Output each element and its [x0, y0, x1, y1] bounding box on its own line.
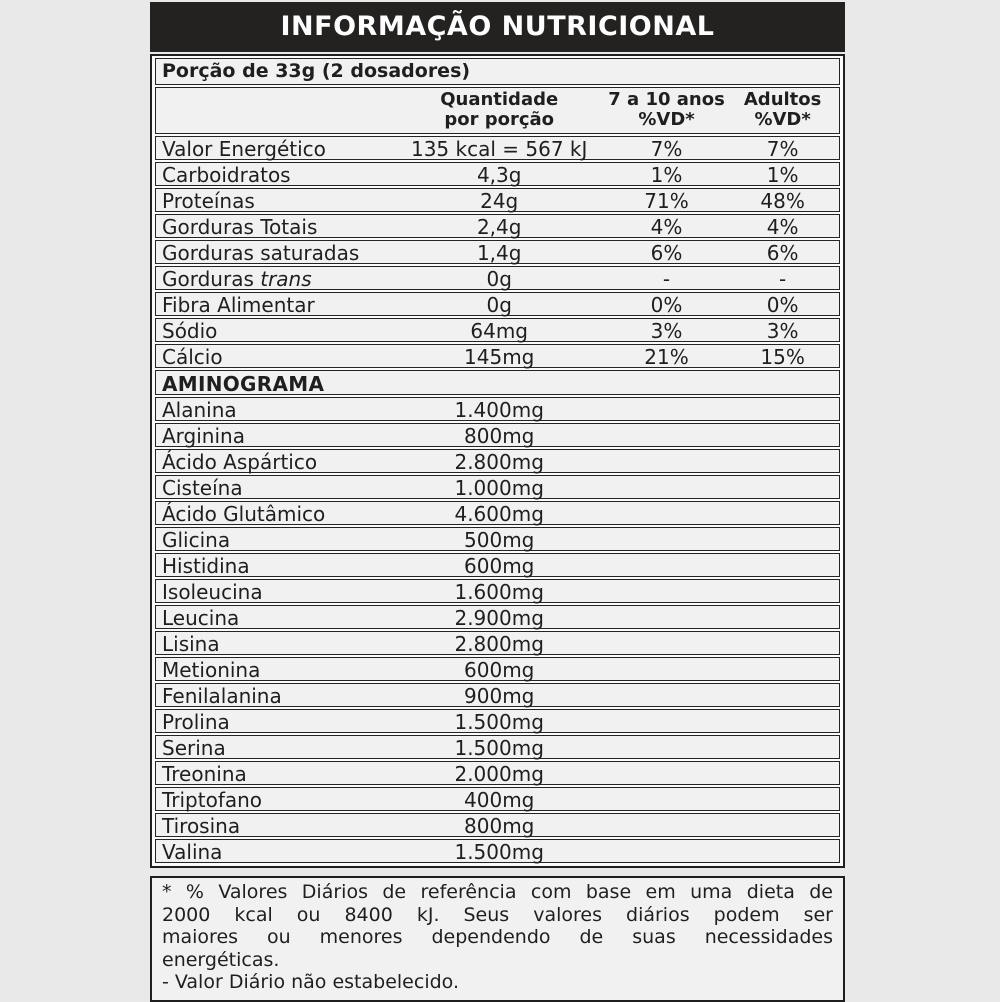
col-header-quantity-line2: por porção [444, 109, 555, 130]
nutrient-vd-7-10: 0% [650, 293, 683, 317]
amino-rows [155, 397, 840, 863]
nutrient-name: Sódio [162, 319, 218, 343]
nutrient-vd-adultos: 3% [766, 319, 799, 343]
amino-quantity: 800mg [464, 814, 535, 838]
nutrient-vd-adultos: 6% [766, 241, 799, 265]
table-row [155, 423, 840, 447]
nutrient-vd-7-10: 21% [644, 345, 689, 369]
amino-name: Lisina [162, 632, 220, 656]
amino-name: Treonina [162, 762, 247, 786]
table-row [155, 136, 840, 160]
col-header-quantity-line1: Quantidade [440, 89, 559, 110]
amino-name: Isoleucina [162, 580, 263, 604]
amino-name: Valina [162, 840, 223, 864]
nutrient-quantity: 24g [480, 189, 519, 213]
amino-name: Tirosina [162, 814, 241, 838]
nutrient-vd-adultos: 0% [766, 293, 799, 317]
nutrient-quantity: 2,4g [476, 215, 522, 239]
col-header-adultos [726, 90, 839, 130]
amino-quantity: 2.800mg [454, 632, 544, 656]
nutrient-vd-adultos: 7% [766, 137, 799, 161]
nutrient-vd-7-10: 7% [650, 137, 683, 161]
amino-quantity: 1.400mg [454, 398, 544, 422]
nutrient-vd-7-10: 4% [650, 215, 683, 239]
amino-quantity: 2.800mg [454, 450, 544, 474]
footnote-line: maiores ou menores dependendo de suas necessidades [162, 926, 833, 948]
table-row [155, 839, 840, 863]
col-header-7-10-anos-line2: %VD* [638, 109, 695, 130]
amino-quantity: 800mg [464, 424, 535, 448]
amino-name: Leucina [162, 606, 240, 630]
table-row [155, 449, 840, 473]
amino-quantity: 2.000mg [454, 762, 544, 786]
table-row [155, 735, 840, 759]
amino-name: Glicina [162, 528, 231, 552]
amino-quantity: 400mg [464, 788, 535, 812]
table-row [155, 214, 840, 238]
nutrient-name-italic: trans [260, 267, 312, 291]
col-header-adultos-line1: Adultos [743, 89, 822, 110]
amino-name: Triptofano [162, 788, 263, 812]
nutrient-name: Cálcio [162, 345, 223, 369]
table-row [155, 344, 840, 368]
amino-name: Alanina [162, 398, 237, 422]
footnote-line: 2000 kcal ou 8400 kJ. Seus valores diários podem ser [162, 903, 833, 926]
table-row [155, 605, 840, 629]
table-row [155, 188, 840, 212]
nutrient-vd-adultos: 1% [766, 163, 799, 187]
amino-quantity: 1.500mg [454, 736, 544, 760]
table-row [155, 761, 840, 785]
nutrient-vd-adultos: 48% [760, 189, 805, 213]
nutrient-name: Gorduras saturadas [162, 241, 360, 265]
amino-name: Arginina [162, 424, 245, 448]
amino-quantity: 4.600mg [454, 502, 544, 526]
nutrient-quantity: 145mg [464, 345, 535, 369]
nutrition-label [150, 2, 845, 1002]
nutrient-name: Gorduras trans [162, 267, 312, 291]
table-row [155, 318, 840, 342]
footnote-line: - Valor Diário não estabelecido. [162, 971, 459, 993]
col-header-7-10-anos [607, 90, 727, 130]
portion-row: Porção de 33g (2 dosadores) [155, 58, 840, 85]
amino-name: Fenilalanina [162, 684, 282, 708]
col-header-quantity [392, 90, 607, 130]
table-row [155, 553, 840, 577]
table-row [155, 709, 840, 733]
nutrient-rows [155, 136, 840, 368]
amino-name: Serina [162, 736, 226, 760]
nutrient-vd-7-10: 71% [644, 189, 689, 213]
nutrient-vd-adultos: 4% [766, 215, 799, 239]
table-row [155, 683, 840, 707]
table-row [155, 162, 840, 186]
nutrient-quantity: 64mg [470, 319, 529, 343]
table-row [155, 501, 840, 525]
nutrition-table [150, 54, 845, 868]
amino-name: Prolina [162, 710, 230, 734]
table-row [155, 631, 840, 655]
amino-quantity: 1.000mg [454, 476, 544, 500]
amino-quantity: 500mg [464, 528, 535, 552]
table-row [155, 579, 840, 603]
nutrient-quantity: 135 kcal = 567 kJ [410, 137, 588, 161]
amino-quantity: 600mg [464, 554, 535, 578]
nutrient-vd-7-10: 1% [650, 163, 683, 187]
amino-quantity: 900mg [464, 684, 535, 708]
nutrient-name: Proteínas [162, 189, 255, 213]
nutrient-name: Valor Energético [162, 137, 326, 161]
amino-quantity: 2.900mg [454, 606, 544, 630]
amino-quantity: 600mg [464, 658, 535, 682]
table-row [155, 657, 840, 681]
amino-name: Cisteína [162, 476, 243, 500]
table-row [155, 397, 840, 421]
amino-name: Histidina [162, 554, 250, 578]
label-title: INFORMAÇÃO NUTRICIONAL [150, 2, 845, 52]
nutrient-quantity: 4,3g [476, 163, 522, 187]
amino-quantity: 1.500mg [454, 710, 544, 734]
aminogram-section-header: AMINOGRAMA [155, 370, 840, 395]
nutrient-name: Carboidratos [162, 163, 291, 187]
amino-quantity: 1.600mg [454, 580, 544, 604]
nutrient-quantity: 0g [486, 267, 512, 291]
amino-name: Metionina [162, 658, 261, 682]
col-header-adultos-line2: %VD* [754, 109, 811, 130]
footnote-line: energéticas. [162, 948, 280, 971]
table-row [155, 813, 840, 837]
column-header-row [155, 87, 840, 134]
nutrient-vd-adultos: - [779, 267, 787, 291]
footnote-line: * % Valores Diários de referência com base em uma dieta de [162, 881, 833, 903]
col-header-7-10-anos-line1: 7 a 10 anos [608, 89, 725, 110]
table-row [155, 240, 840, 264]
table-row [155, 475, 840, 499]
nutrient-quantity: 0g [486, 293, 512, 317]
amino-quantity: 1.500mg [454, 840, 544, 864]
nutrient-vd-7-10: - [662, 267, 671, 291]
amino-name: Ácido Aspártico [162, 450, 318, 474]
amino-name: Ácido Glutâmico [162, 502, 326, 526]
nutrient-vd-7-10: 6% [650, 241, 683, 265]
table-row [155, 787, 840, 811]
footnote [150, 876, 845, 1002]
nutrient-vd-adultos: 15% [760, 345, 805, 369]
table-row [155, 527, 840, 551]
nutrient-vd-7-10: 3% [650, 319, 683, 343]
nutrient-name: Gorduras Totais [162, 215, 318, 239]
nutrient-quantity: 1,4g [476, 241, 522, 265]
table-row [155, 292, 840, 316]
nutrient-name: Fibra Alimentar [162, 293, 315, 317]
table-row [155, 266, 840, 290]
